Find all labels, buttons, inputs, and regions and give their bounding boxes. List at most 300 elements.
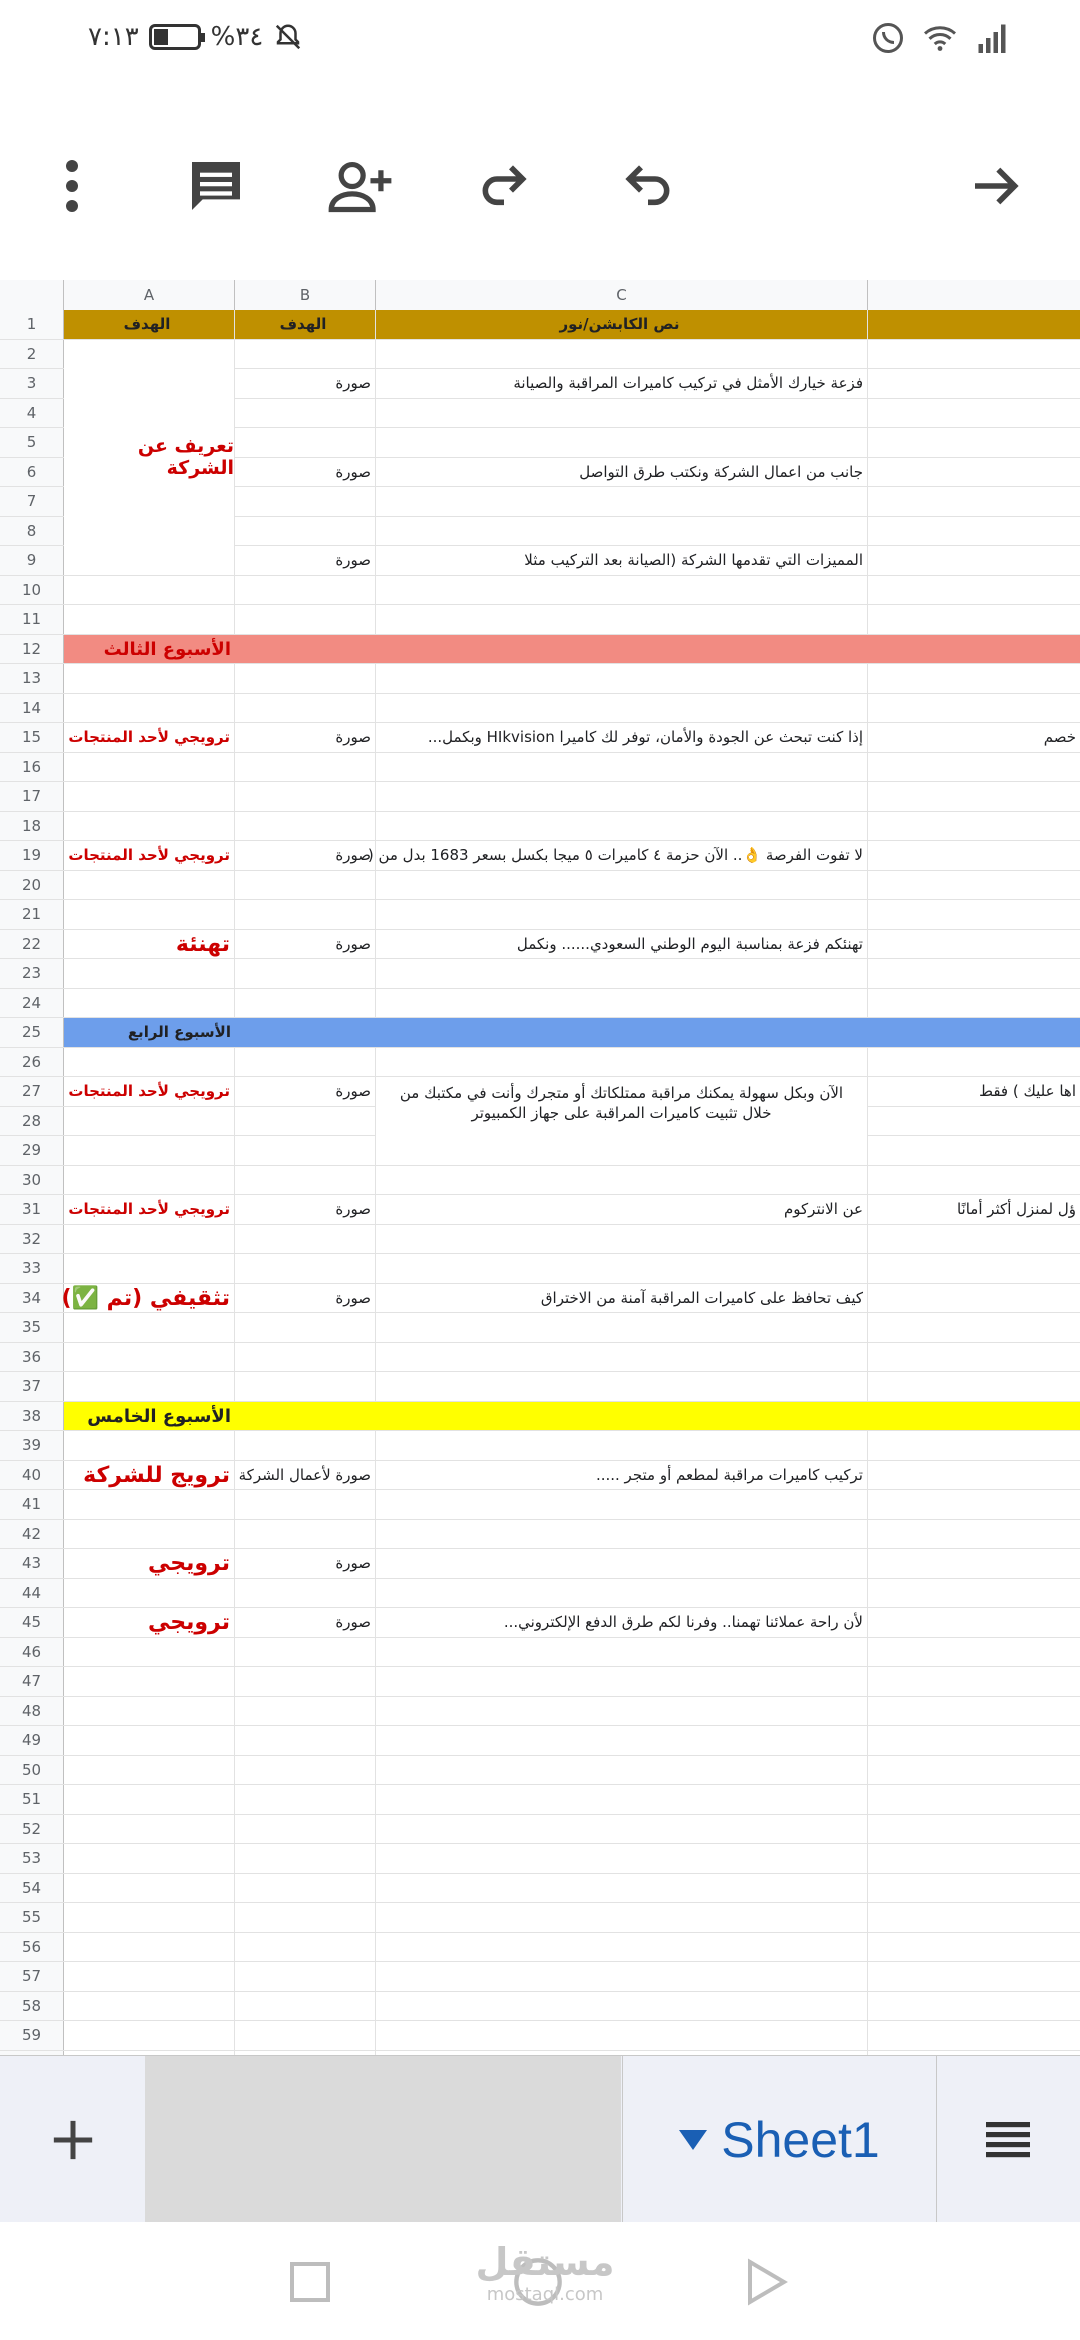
cell-a[interactable] — [64, 1667, 235, 1696]
cell-d[interactable] — [868, 1048, 1080, 1077]
table-row[interactable] — [0, 1490, 1080, 1520]
cell-c[interactable] — [376, 1933, 868, 1962]
cell-c[interactable]: عن الانتركوم — [376, 1195, 868, 1224]
cell-a[interactable] — [64, 1431, 235, 1460]
cell-b[interactable] — [235, 1992, 376, 2021]
table-row[interactable] — [0, 812, 1080, 842]
forward-button[interactable] — [960, 150, 1032, 222]
cell-d[interactable] — [868, 340, 1080, 369]
cell-b[interactable] — [235, 576, 376, 605]
share-button[interactable] — [324, 150, 396, 222]
cell-c[interactable] — [376, 428, 868, 457]
cell-c[interactable] — [376, 1254, 868, 1283]
cell-c[interactable] — [376, 2021, 868, 2050]
cell-c[interactable] — [376, 1166, 868, 1195]
cell-a[interactable] — [64, 1756, 235, 1785]
table-row[interactable] — [0, 1903, 1080, 1933]
table-row[interactable] — [0, 1313, 1080, 1343]
cell-c[interactable]: لأن راحة عملائنا تهمنا.. وفرنا لكم طرق الدفع الإلكتروني... — [376, 1608, 868, 1637]
row-number[interactable]: 13 — [0, 664, 64, 693]
cell-b[interactable] — [235, 1903, 376, 1932]
row-number[interactable]: 11 — [0, 605, 64, 634]
row-number[interactable]: 29 — [0, 1136, 64, 1165]
row-number[interactable]: 8 — [0, 517, 64, 546]
cell-a[interactable] — [64, 1048, 235, 1077]
cell-a[interactable] — [64, 1313, 235, 1342]
row-number[interactable]: 52 — [0, 1815, 64, 1844]
cell-a[interactable]: ترويجي لأحد المنتجات — [64, 841, 235, 870]
table-row[interactable] — [0, 1284, 1080, 1314]
cell-d[interactable] — [868, 841, 1080, 870]
cell-b[interactable]: صورة لأعمال الشركة — [235, 1461, 376, 1490]
week-banner-label[interactable]: الأسبوع الرابع — [127, 1023, 231, 1041]
cell-d[interactable] — [868, 1372, 1080, 1401]
cell-c[interactable]: لا تفوت الفرصة 👌.. الآن حزمة ٤ كاميرات ٥ ميجا بكسل بسعر 1683 بدل من ( — [376, 841, 868, 870]
row-number[interactable]: 57 — [0, 1962, 64, 1991]
cell-b[interactable] — [235, 1254, 376, 1283]
cell-a[interactable] — [64, 1726, 235, 1755]
cell-d[interactable] — [868, 1815, 1080, 1844]
cell-b[interactable] — [235, 1136, 376, 1165]
more-options-button[interactable] — [36, 150, 108, 222]
row-number[interactable]: 45 — [0, 1608, 64, 1637]
cell-a[interactable] — [64, 1579, 235, 1608]
cell-d[interactable] — [868, 1756, 1080, 1785]
column-b-header[interactable]: B — [235, 280, 376, 310]
row-number[interactable]: 20 — [0, 871, 64, 900]
cell-a[interactable]: ترويجي لأحد المنتجات — [64, 1077, 235, 1106]
cell-b[interactable] — [235, 1933, 376, 1962]
table-row[interactable] — [0, 1726, 1080, 1756]
table-row[interactable] — [0, 576, 1080, 606]
cell-c[interactable] — [376, 487, 868, 516]
table-row[interactable] — [0, 1431, 1080, 1461]
cell-d[interactable] — [868, 664, 1080, 693]
cell-d[interactable] — [868, 1697, 1080, 1726]
cell-a[interactable] — [64, 605, 235, 634]
cell-b[interactable] — [235, 605, 376, 634]
row-number[interactable]: 27 — [0, 1077, 64, 1106]
cell-a[interactable] — [64, 1225, 235, 1254]
table-row[interactable] — [0, 1844, 1080, 1874]
row-number[interactable]: 7 — [0, 487, 64, 516]
cell-d[interactable] — [868, 1313, 1080, 1342]
cell-c[interactable] — [376, 1225, 868, 1254]
row-number[interactable]: 40 — [0, 1461, 64, 1490]
row-number[interactable]: 16 — [0, 753, 64, 782]
table-row[interactable] — [0, 841, 1080, 871]
cell-a[interactable]: ترويج للشركة — [64, 1461, 235, 1490]
cell-b[interactable] — [235, 1225, 376, 1254]
cell-b[interactable] — [235, 2021, 376, 2050]
cell-a[interactable] — [64, 694, 235, 723]
cell-b[interactable] — [235, 812, 376, 841]
row-number[interactable]: 14 — [0, 694, 64, 723]
cell-b[interactable] — [235, 1638, 376, 1667]
table-row[interactable] — [0, 1667, 1080, 1697]
cell-d[interactable] — [868, 1490, 1080, 1519]
cell-d[interactable] — [868, 1431, 1080, 1460]
cell-b[interactable] — [235, 1815, 376, 1844]
row-number[interactable]: 9 — [0, 546, 64, 575]
cell-d[interactable] — [868, 871, 1080, 900]
cell-c[interactable] — [376, 399, 868, 428]
cell-d[interactable] — [868, 900, 1080, 929]
week-banner-label[interactable]: الأسبوع الخامس — [87, 1405, 231, 1427]
cell-a[interactable] — [64, 1844, 235, 1873]
cell-c[interactable] — [376, 1490, 868, 1519]
row-number[interactable]: 30 — [0, 1166, 64, 1195]
row-number[interactable]: 15 — [0, 723, 64, 752]
table-row[interactable] — [0, 1992, 1080, 2022]
table-row[interactable] — [0, 1579, 1080, 1609]
cell-d[interactable]: ؤل لمنزل أكثر أمانًا — [956, 1200, 1076, 1218]
cell-b[interactable] — [235, 1844, 376, 1873]
cell-c[interactable] — [376, 1343, 868, 1372]
cell-d[interactable] — [868, 959, 1080, 988]
cell-a[interactable] — [64, 989, 235, 1018]
cell-b[interactable] — [235, 664, 376, 693]
cell-c[interactable] — [376, 1372, 868, 1401]
cell-d[interactable] — [868, 428, 1080, 457]
cell-d[interactable] — [868, 1903, 1080, 1932]
cell-d[interactable] — [868, 1992, 1080, 2021]
cell-a[interactable] — [64, 1254, 235, 1283]
table-row[interactable] — [0, 782, 1080, 812]
cell-b[interactable] — [235, 753, 376, 782]
cell-a[interactable] — [64, 1107, 235, 1136]
cell-c[interactable]: فزعة خيارك الأمثل في تركيب كاميرات المراقبة والصيانة — [376, 369, 868, 398]
redo-button[interactable] — [468, 150, 540, 222]
cell-a[interactable] — [64, 1933, 235, 1962]
cell-a[interactable] — [64, 1638, 235, 1667]
cell-b[interactable] — [235, 1667, 376, 1696]
cell-d[interactable] — [868, 605, 1080, 634]
cell-d[interactable] — [868, 399, 1080, 428]
cell-d[interactable] — [868, 546, 1080, 575]
row-number[interactable]: 22 — [0, 930, 64, 959]
select-all-corner[interactable] — [0, 280, 64, 310]
cell-c[interactable] — [376, 1520, 868, 1549]
cell-b[interactable] — [235, 1048, 376, 1077]
cell-c[interactable] — [376, 1992, 868, 2021]
cell-a[interactable]: ترويجي — [64, 1608, 235, 1637]
cell-c[interactable] — [376, 1136, 868, 1165]
cell-a[interactable] — [64, 664, 235, 693]
cell-a[interactable] — [64, 1962, 235, 1991]
cell-b[interactable] — [235, 900, 376, 929]
cell-d[interactable]: اها عليك ) فقط — [979, 1082, 1076, 1100]
table-row[interactable] — [0, 1254, 1080, 1284]
cell-b[interactable] — [235, 871, 376, 900]
row-number[interactable]: 56 — [0, 1933, 64, 1962]
cell-a[interactable]: تثقيفي (تم ✅) — [64, 1284, 235, 1313]
cell-b[interactable] — [235, 1756, 376, 1785]
merged-cell-a2-a9[interactable]: تعريف عن الشركة — [64, 340, 235, 576]
cell-d[interactable] — [868, 930, 1080, 959]
cell-d[interactable] — [868, 1136, 1080, 1165]
table-row[interactable] — [0, 1225, 1080, 1255]
table-row[interactable] — [0, 1933, 1080, 1963]
cell-b[interactable] — [235, 1962, 376, 1991]
table-row[interactable] — [0, 605, 1080, 635]
table-row[interactable] — [0, 310, 1080, 340]
table-row[interactable] — [0, 1520, 1080, 1550]
cell-b[interactable]: صورة — [235, 1549, 376, 1578]
cell-d[interactable] — [868, 1933, 1080, 1962]
cell-a[interactable] — [64, 900, 235, 929]
cell-c[interactable]: كيف تحافظ على كاميرات المراقبة آمنة من الاختراق — [376, 1284, 868, 1313]
cell-c[interactable] — [376, 959, 868, 988]
cell-d[interactable] — [868, 1107, 1080, 1136]
table-row[interactable] — [0, 930, 1080, 960]
cell-a[interactable] — [64, 1372, 235, 1401]
row-number[interactable]: 39 — [0, 1431, 64, 1460]
cell-a[interactable] — [64, 1343, 235, 1372]
cell-a[interactable] — [64, 2021, 235, 2050]
row-number[interactable]: 32 — [0, 1225, 64, 1254]
spreadsheet-grid[interactable] — [0, 310, 1080, 2055]
cell-c[interactable] — [376, 871, 868, 900]
cell-d[interactable] — [868, 576, 1080, 605]
cell-b[interactable] — [235, 1874, 376, 1903]
cell-d[interactable] — [868, 1667, 1080, 1696]
cell-d[interactable] — [868, 1638, 1080, 1667]
cell-b[interactable]: صورة — [235, 546, 376, 575]
cell-d[interactable] — [868, 753, 1080, 782]
table-row[interactable] — [0, 1962, 1080, 1992]
table-row[interactable] — [0, 1166, 1080, 1196]
table-row[interactable] — [0, 1018, 1080, 1048]
row-number[interactable]: 53 — [0, 1844, 64, 1873]
cell-c[interactable] — [376, 1697, 868, 1726]
cell-b[interactable] — [235, 428, 376, 457]
column-c-header[interactable]: C — [376, 280, 868, 310]
table-row[interactable] — [0, 1136, 1080, 1166]
cell-a[interactable]: ترويجي لأحد المنتجات — [64, 1195, 235, 1224]
cell-d[interactable] — [868, 989, 1080, 1018]
cell-c[interactable] — [376, 1313, 868, 1342]
row-number[interactable]: 42 — [0, 1520, 64, 1549]
cell-a[interactable] — [64, 1166, 235, 1195]
cell-d[interactable]: خصم — [1043, 728, 1076, 746]
row-number[interactable]: 17 — [0, 782, 64, 811]
cell-d[interactable] — [868, 1549, 1080, 1578]
cell-d[interactable] — [868, 694, 1080, 723]
row-number[interactable]: 1 — [0, 310, 64, 339]
cell-c[interactable] — [376, 694, 868, 723]
cell-d[interactable] — [868, 517, 1080, 546]
column-d-header[interactable] — [868, 280, 1080, 310]
cell-d[interactable] — [868, 1844, 1080, 1873]
cell-d[interactable] — [868, 1254, 1080, 1283]
cell-c[interactable] — [376, 340, 868, 369]
row-number[interactable]: 5 — [0, 428, 64, 457]
table-row[interactable] — [0, 900, 1080, 930]
cell-b[interactable] — [235, 1697, 376, 1726]
cell-d[interactable] — [868, 812, 1080, 841]
table-row[interactable] — [0, 1785, 1080, 1815]
header-cell-c[interactable]: نص الكابشن/نور — [376, 310, 868, 339]
row-number[interactable]: 54 — [0, 1874, 64, 1903]
cell-a[interactable] — [64, 1903, 235, 1932]
row-number[interactable]: 46 — [0, 1638, 64, 1667]
cell-c[interactable] — [376, 1756, 868, 1785]
table-row[interactable] — [0, 635, 1080, 665]
header-cell-b[interactable]: الهدف — [235, 310, 376, 339]
cell-b[interactable]: صورة — [235, 723, 376, 752]
cell-b[interactable] — [235, 487, 376, 516]
table-row[interactable] — [0, 1549, 1080, 1579]
cell-d[interactable] — [868, 1461, 1080, 1490]
cell-d[interactable] — [868, 1726, 1080, 1755]
cell-b[interactable] — [235, 1107, 376, 1136]
row-number[interactable]: 59 — [0, 2021, 64, 2050]
row-number[interactable]: 26 — [0, 1048, 64, 1077]
cell-c[interactable] — [376, 812, 868, 841]
row-number[interactable]: 3 — [0, 369, 64, 398]
cell-b[interactable] — [235, 1343, 376, 1372]
row-number[interactable]: 50 — [0, 1756, 64, 1785]
cell-d[interactable] — [868, 458, 1080, 487]
cell-c[interactable] — [376, 1903, 868, 1932]
row-number[interactable]: 18 — [0, 812, 64, 841]
cell-d[interactable] — [868, 2021, 1080, 2050]
cell-a[interactable] — [64, 576, 235, 605]
cell-c[interactable] — [376, 1726, 868, 1755]
table-row[interactable] — [0, 1608, 1080, 1638]
cell-b[interactable]: صورة — [235, 841, 376, 870]
table-row[interactable] — [0, 1461, 1080, 1491]
row-number[interactable]: 35 — [0, 1313, 64, 1342]
cell-a[interactable]: تهنئة — [64, 930, 235, 959]
row-number[interactable]: 49 — [0, 1726, 64, 1755]
row-number[interactable]: 33 — [0, 1254, 64, 1283]
cell-a[interactable] — [64, 1520, 235, 1549]
table-row[interactable] — [0, 753, 1080, 783]
table-row[interactable] — [0, 1874, 1080, 1904]
cell-a[interactable] — [64, 871, 235, 900]
cell-a[interactable] — [64, 812, 235, 841]
row-number[interactable]: 36 — [0, 1343, 64, 1372]
table-row[interactable] — [0, 989, 1080, 1019]
row-number[interactable]: 25 — [0, 1018, 64, 1047]
cell-c[interactable] — [376, 517, 868, 546]
row-number[interactable]: 10 — [0, 576, 64, 605]
row-number[interactable]: 37 — [0, 1372, 64, 1401]
cell-b[interactable] — [235, 1520, 376, 1549]
sheet-tab[interactable] — [622, 2056, 937, 2223]
cell-c[interactable]: الآن وبكل سهولة يمكنك مراقبة ممتلكاتك أو متجرك وأنت في مكتبك من خلال تثبيت كاميرات المراقبة على جهاز الكمبيوتر — [376, 1077, 868, 1136]
cell-b[interactable] — [235, 517, 376, 546]
table-row[interactable] — [0, 1756, 1080, 1786]
cell-b[interactable] — [235, 959, 376, 988]
cell-b[interactable]: صورة — [235, 1284, 376, 1313]
cell-c[interactable] — [376, 1431, 868, 1460]
cell-c[interactable] — [376, 576, 868, 605]
row-number[interactable]: 44 — [0, 1579, 64, 1608]
cell-b[interactable] — [235, 1166, 376, 1195]
comment-button[interactable] — [180, 150, 252, 222]
table-row[interactable] — [0, 1343, 1080, 1373]
cell-c[interactable] — [376, 1962, 868, 1991]
cell-d[interactable] — [868, 1962, 1080, 1991]
cell-c[interactable] — [376, 1874, 868, 1903]
row-number[interactable]: 58 — [0, 1992, 64, 2021]
undo-button[interactable] — [612, 150, 684, 222]
cell-a[interactable] — [64, 1874, 235, 1903]
cell-d[interactable] — [868, 1608, 1080, 1637]
row-number[interactable]: 31 — [0, 1195, 64, 1224]
row-number[interactable]: 28 — [0, 1107, 64, 1136]
table-row[interactable] — [0, 664, 1080, 694]
cell-c[interactable] — [376, 1579, 868, 1608]
cell-b[interactable] — [235, 399, 376, 428]
cell-b[interactable]: صورة — [235, 458, 376, 487]
table-row[interactable] — [0, 1815, 1080, 1845]
row-number[interactable]: 24 — [0, 989, 64, 1018]
cell-b[interactable] — [235, 694, 376, 723]
cell-b[interactable] — [235, 1313, 376, 1342]
cell-c[interactable] — [376, 1844, 868, 1873]
cell-a[interactable] — [64, 753, 235, 782]
cell-a[interactable]: ترويجي لأحد المنتجات — [64, 723, 235, 752]
cell-b[interactable]: صورة — [235, 1195, 376, 1224]
cell-b[interactable]: صورة — [235, 1077, 376, 1106]
cell-d[interactable] — [868, 1874, 1080, 1903]
table-row[interactable] — [0, 694, 1080, 724]
row-number[interactable]: 2 — [0, 340, 64, 369]
table-row[interactable] — [0, 871, 1080, 901]
cell-a[interactable] — [64, 1815, 235, 1844]
row-number[interactable]: 12 — [0, 635, 64, 664]
back-icon[interactable] — [742, 2256, 790, 2308]
row-number[interactable]: 48 — [0, 1697, 64, 1726]
row-number[interactable]: 41 — [0, 1490, 64, 1519]
cell-c[interactable]: تهنئكم فزعة بمناسبة اليوم الوطني السعودي...... ونكمل — [376, 930, 868, 959]
cell-b[interactable] — [235, 1785, 376, 1814]
table-row[interactable] — [0, 723, 1080, 753]
cell-a[interactable] — [64, 959, 235, 988]
cell-a[interactable] — [64, 1697, 235, 1726]
cell-c[interactable]: جانب من اعمال الشركة ونكتب طرق التواصل — [376, 458, 868, 487]
cell-b[interactable]: صورة — [235, 1608, 376, 1637]
recents-icon[interactable] — [286, 2258, 334, 2306]
cell-d[interactable] — [868, 1343, 1080, 1372]
row-number[interactable]: 21 — [0, 900, 64, 929]
cell-c[interactable] — [376, 664, 868, 693]
table-row[interactable] — [0, 1402, 1080, 1432]
header-cell-a[interactable]: الهدف — [64, 310, 235, 339]
cell-b[interactable] — [235, 1372, 376, 1401]
cell-c[interactable] — [376, 989, 868, 1018]
table-row[interactable] — [0, 2021, 1080, 2051]
cell-b[interactable] — [235, 989, 376, 1018]
table-row[interactable] — [0, 959, 1080, 989]
cell-c[interactable]: المميزات التي تقدمها الشركة (الصيانة بعد التركيب مثلا — [376, 546, 868, 575]
row-number[interactable]: 47 — [0, 1667, 64, 1696]
cell-d[interactable] — [868, 782, 1080, 811]
cell-a[interactable]: ترويجي — [64, 1549, 235, 1578]
row-number[interactable]: 23 — [0, 959, 64, 988]
cell-c[interactable] — [376, 605, 868, 634]
cell-b[interactable] — [235, 340, 376, 369]
sheet-dropdown-icon[interactable] — [679, 2130, 707, 2150]
cell-a[interactable] — [64, 1785, 235, 1814]
cell-d[interactable] — [868, 1166, 1080, 1195]
cell-d[interactable] — [868, 1785, 1080, 1814]
cell-d[interactable] — [868, 1520, 1080, 1549]
